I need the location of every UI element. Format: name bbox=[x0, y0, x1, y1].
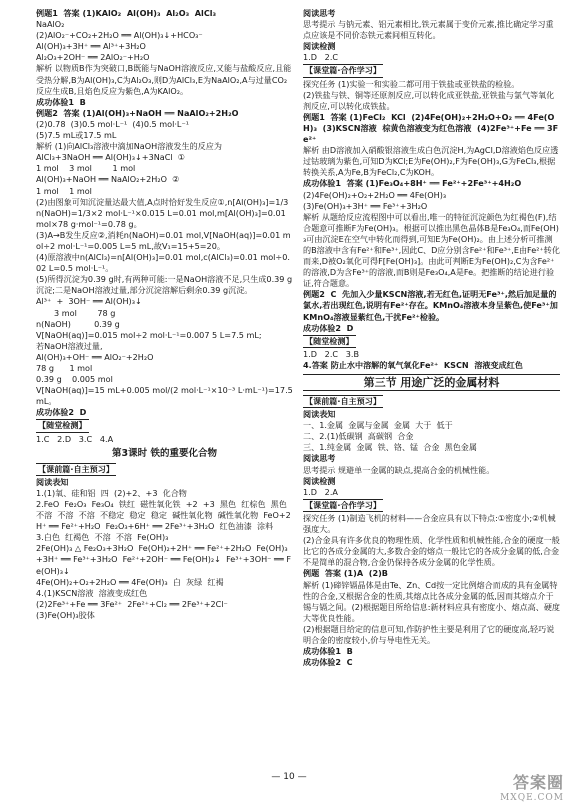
section-label bbox=[303, 394, 560, 409]
text-line: (3)Fe(OH)₃+3H⁺ ══ Fe³⁺+3H₂O bbox=[303, 200, 428, 211]
section-label-text: 【课前篇·自主预习】 bbox=[303, 395, 383, 408]
page-number: — 10 — bbox=[271, 772, 307, 782]
text-line: 4.(1)KSCN溶液 溶液变成红色 bbox=[36, 587, 148, 598]
text-line: (2)AlO₂⁻+CO₂+2H₂O ══ Al(OH)₃↓+HCO₃⁻ bbox=[36, 30, 203, 41]
section-label bbox=[36, 418, 293, 433]
text-line: 解析 以物质B作为突破口,B既能与NaOH溶液反应,又能与盐酸反应,且能受热分解,B为Al(OH)₃,C为Al₂O₃,则D为AlCl₃,E为NaAlO₂,A与过量CO₂反应生成B,且焰色反应为紫色,A为KAlO₂。 bbox=[36, 63, 292, 96]
lesson-title: 第3课时 铁的重要化合物 bbox=[112, 447, 217, 459]
answer-line: 阅读表知 bbox=[303, 409, 336, 420]
text-line: 1.(1)氧、硅和铝 四 (2)+2、+3 化合物 bbox=[36, 487, 187, 498]
answer-line: 例题 答案 (1)A (2)B bbox=[303, 568, 388, 579]
text-line: 解析 从题给反应流程图中可以看出,唯一的特征沉淀颜色为红褐色(F),结合题意可推断F为Fe(OH)₃。根据可以推出黑色晶体B是Fe₃O₄,而Fe(OH)₃可由沉淀E在空气中转化而得到,可知E为Fe(OH)₂。由上述分析可推测的B溶液中含有Fe²⁺和Fe³⁺,因此C、D应分别含Fe²⁺和Fe³⁺,E由Fe²⁺转化而来,D被O₂氧化可得F[Fe(OH)₃]。由此可判断E为Fe(OH)₂,C为含Fe²⁺的溶液,D为含Fe³⁺的溶液,而B则是Fe₃O₄,A是Fe。把推断的结论进行验证,符合题意。 bbox=[303, 211, 560, 289]
text-line: 解析 (1)碲锌镉晶体是由Te、Zn、Cd按一定比例熔合而成的具有金属特性的合金,又根据合金的性质,其熔点比各成分金属的低,因而其熔点介于锡与镉之间。(2)根据题目所给信息:新材料应具有密度小、熔点高、硬度大等优良性能。 bbox=[303, 579, 561, 623]
text-line: 0.39 g 0.005 mol bbox=[36, 374, 113, 385]
text-line: 1.D 2.A bbox=[303, 486, 338, 497]
text-line: 探究任务 (1)实验一和实验二都可用于铁盐或亚铁盐的检验。 bbox=[303, 78, 520, 89]
text-line: 1 mol 1 mol bbox=[36, 185, 92, 196]
text-line: (2)铁盐与铁、铜等还原剂反应,可以转化成亚铁盐,亚铁盐与氯气等氧化剂反应,可以转化成铁盐。 bbox=[303, 89, 555, 111]
answer-line: 例题1 答案 (1)KAlO₂ Al(OH)₃ Al₂O₃ AlCl₃ bbox=[36, 8, 217, 18]
text-line: AlCl₃+3NaOH ══ Al(OH)₃↓+3NaCl ① bbox=[36, 152, 186, 163]
answer-line: 例题2 C 先加入少量KSCN溶液,若无红色,证明无Fe³⁺,然后加足量的氯水,若出现红色,说明有Fe²⁺存在。KMnO₄溶液本身呈紫色,使Fe³⁺加KMnO₄溶液显紫红色,干扰Fe²⁺检验。 bbox=[303, 289, 558, 322]
text-line: (2)4Fe(OH)₂+O₂+2H₂O ══ 4Fe(OH)₃ bbox=[303, 189, 447, 200]
text-line: (3)A→B发生反应②,消耗n(NaOH)=0.01 mol,V[NaOH(aq)]=0.01 mol÷2 mol·L⁻¹=0.005 L=5 mL,故V₁=15+5=20。 bbox=[36, 229, 291, 251]
answer-line: 阅读思考 bbox=[303, 8, 336, 18]
text-line: (2)合金具有许多优良的物理性质、化学性质和机械性能,合金的硬度一般比它的各成分金属的大,多数合金的熔点一般比它的各成分金属的低,合金不是简单的混合物,合金仍保持各成分金属的化学性质。 bbox=[303, 535, 560, 568]
text-line: (2)由图象可知沉淀量达最大值,A点时恰好发生反应①,n[Al(OH)₃]=1/3 n(NaOH)=1/3×2 mol·L⁻¹×0.015 L=0.01 mol,m[Al(OH)₃]=0.01 mol×78 g·mol⁻¹=0.78 g。 bbox=[36, 196, 291, 229]
text-line: 1.C 2.D 3.C 4.A bbox=[36, 433, 114, 444]
text-line: (5)所得沉淀为0.39 g时,有两种可能:一是NaOH溶液不足,只生成0.39 g沉淀;二是NaOH溶液过量,部分沉淀溶解后剩余0.39 g沉淀。 bbox=[36, 274, 293, 296]
answer-line: 阅读表知 bbox=[36, 476, 69, 487]
text-line: n(NaOH) 0.39 g bbox=[36, 318, 120, 329]
text-line: 3.白色 红褐色 不溶 不溶 Fe(OH)₃ bbox=[36, 532, 169, 543]
answer-line: 4.答案 防止水中溶解的氧气氧化Fe²⁺ KSCN 溶液变成红色 bbox=[303, 359, 523, 370]
text-line: (2)根据题目给定的信息可知,作防护性主要是利用了它的硬度高,轻巧说明合金的密度较小,价与导电性无关。 bbox=[303, 623, 555, 645]
answer-line: 成功体验1 B bbox=[303, 646, 353, 657]
two-column-body bbox=[36, 8, 562, 768]
answer-line: 例题1 答案 (1)FeCl₂ KCl (2)4Fe(OH)₂+2H₂O+O₂ ══ 4Fe(OH)₃ (3)KSCN溶液 棕黄色溶液变为红色溶液 (4)2Fe³⁺+Fe ══ 3Fe²⁺ bbox=[303, 111, 559, 145]
text-line: 思考提示 与钠元素、铝元素相比,铁元素属于变价元素,推比确定学习重点应该是不同价态铁元素间相互转化。 bbox=[303, 19, 554, 41]
section-label bbox=[303, 498, 560, 513]
text-line: 二、2.(1)低碳钢 高碳钢 合金 bbox=[303, 431, 414, 442]
watermark-logo: 答案圈 bbox=[512, 773, 564, 792]
left-column bbox=[36, 8, 296, 768]
text-line: Al₂O₃+2OH⁻ ══ 2AlO₂⁻+H₂O bbox=[36, 52, 150, 63]
text-line: 1 mol 3 mol 1 mol bbox=[36, 163, 136, 174]
section-label-text: 【课堂篇·合作学习】 bbox=[303, 64, 383, 77]
answer-line: 阅读检测 bbox=[303, 41, 336, 52]
text-line: (2)0.78 (3)0.5 mol·L⁻¹ (4)0.5 mol·L⁻¹ bbox=[36, 118, 189, 129]
text-line: 3 mol 78 g bbox=[36, 307, 116, 318]
answer-line: 成功体验2 D bbox=[303, 322, 354, 333]
text-line: 解析 由D溶液加入硝酸银溶液生成白色沉淀H,为AgCl,D溶液焰色反应透过钴玻璃为紫色,可知D为KCl;E为Fe(OH)₂,F为Fe(OH)₃,G为FeCl₃,根据转换关系,A为Fe,B为FeCl₂,C为KOH。 bbox=[303, 145, 559, 178]
section-label-text: 【随堂检测】 bbox=[303, 335, 356, 348]
watermark-url: MXQE.COM bbox=[500, 793, 564, 803]
right-column bbox=[303, 8, 560, 768]
text-line: 思考提示 规避单一金属的缺点,提高合金的机械性能。 bbox=[303, 464, 495, 475]
text-line: 一、1.金属 金属与金属 金属 大于 低于 bbox=[303, 420, 453, 431]
text-line: NaAlO₂ bbox=[36, 19, 65, 30]
text-line: 1.D 2.C bbox=[303, 52, 339, 63]
text-line: (2)2Fe³⁺+Fe ══ 3Fe²⁺ 2Fe²⁺+Cl₂ ══ 2Fe³⁺+2Cl⁻ bbox=[36, 598, 228, 609]
text-line: 探究任务 (1)制造飞机的材料——合金应具有以下特点:①密度小;②机械强度大。 bbox=[303, 512, 556, 535]
answer-line: 成功体验1 B bbox=[36, 96, 86, 107]
watermark bbox=[500, 770, 564, 803]
text-line: V[NaOH(aq)]=15 mL+0.005 mol/(2 mol·L⁻¹×10⁻³ L·mL⁻¹)=17.5 mL。 bbox=[36, 385, 296, 407]
section-label-text: 【课前篇·自主预习】 bbox=[36, 463, 116, 476]
answer-line: 阅读检测 bbox=[303, 475, 336, 486]
section-label bbox=[303, 334, 560, 349]
text-line: (5)7.5 mL或17.5 mL bbox=[36, 130, 117, 141]
text-line: Al(OH)₃+3H⁺ ══ Al³⁺+3H₂O bbox=[36, 41, 146, 52]
section-label bbox=[36, 462, 293, 477]
text-line: (4)原溶液中n(AlCl₃)=n[Al(OH)₃]=0.01 mol,c(AlCl₃)=0.01 mol÷0.02 L=0.5 mol·L⁻¹。 bbox=[36, 252, 290, 274]
answer-line: 成功体验2 D bbox=[36, 407, 87, 418]
text-line: 三、1.纯金属 金属 铁、铬、锰 合金 黑色金属 bbox=[303, 442, 477, 453]
text-line: V[NaOH(aq)]=0.015 mol÷2 mol·L⁻¹=0.007 5 L=7.5 mL; bbox=[36, 329, 262, 340]
text-line: 解析 (1)向AlCl₃溶液中滴加NaOH溶液发生的反应为 bbox=[36, 141, 222, 152]
answer-line: 阅读思考 bbox=[303, 453, 336, 464]
section-label-text: 【随堂检测】 bbox=[36, 419, 89, 432]
section-label bbox=[303, 63, 560, 78]
text-line: 1.D 2.C 3.B bbox=[303, 348, 360, 359]
text-line: 2Fe(OH)₃ △ Fe₂O₃+3H₂O Fe(OH)₂+2H⁺ ══ Fe²⁺+2H₂O Fe(OH)₃+3H⁺ ══ Fe³⁺+3H₂O Fe²⁺+2OH⁻ ══ Fe(OH)₂↓ Fe³⁺+3OH⁻ ══ Fe(OH)₃↓ bbox=[36, 543, 291, 576]
text-line: 78 g 1 mol bbox=[36, 363, 93, 373]
text-line: Al(OH)₃+NaOH ══ NaAlO₂+2H₂O ② bbox=[36, 174, 180, 185]
answer-line: 成功体验2 C bbox=[303, 657, 353, 668]
text-line: Al(OH)₃+OH⁻ ══ AlO₂⁻+2H₂O bbox=[36, 351, 154, 362]
answer-line: 例题2 答案 (1)Al(OH)₃+NaOH ══ NaAlO₂+2H₂O bbox=[36, 107, 239, 118]
text-line: 4Fe(OH)₂+O₂+2H₂O ══ 4Fe(OH)₃ 白 灰绿 红褐 bbox=[36, 576, 224, 587]
section-title: 第三节 用途广泛的金属材料 bbox=[303, 374, 560, 391]
text-line: Al³⁺ + 3OH⁻ ══ Al(OH)₃↓ bbox=[36, 296, 142, 307]
text-line: 2.FeO Fe₂O₃ Fe₃O₄ 铁红 磁性氧化铁 +2 +3 黑色 红棕色 黑色 不溶 不溶 不溶 不稳定 稳定 稳定 碱性氧化物 碱性氧化物 FeO+2H⁺ ══ Fe²⁺+H₂O Fe₂O₃+6H⁺ ══ 2Fe³⁺+3H₂O 红色油漆 涂料 bbox=[36, 498, 293, 532]
section-label-text: 【课堂篇·合作学习】 bbox=[303, 499, 383, 512]
answer-line: 成功体验1 答案 (1)Fe₃O₄+8H⁺ ══ Fe²⁺+2Fe³⁺+4H₂O bbox=[303, 178, 522, 189]
text-line: 若NaOH溶液过量, bbox=[36, 340, 103, 351]
text-line: (3)Fe(OH)₃胶体 bbox=[36, 609, 95, 620]
